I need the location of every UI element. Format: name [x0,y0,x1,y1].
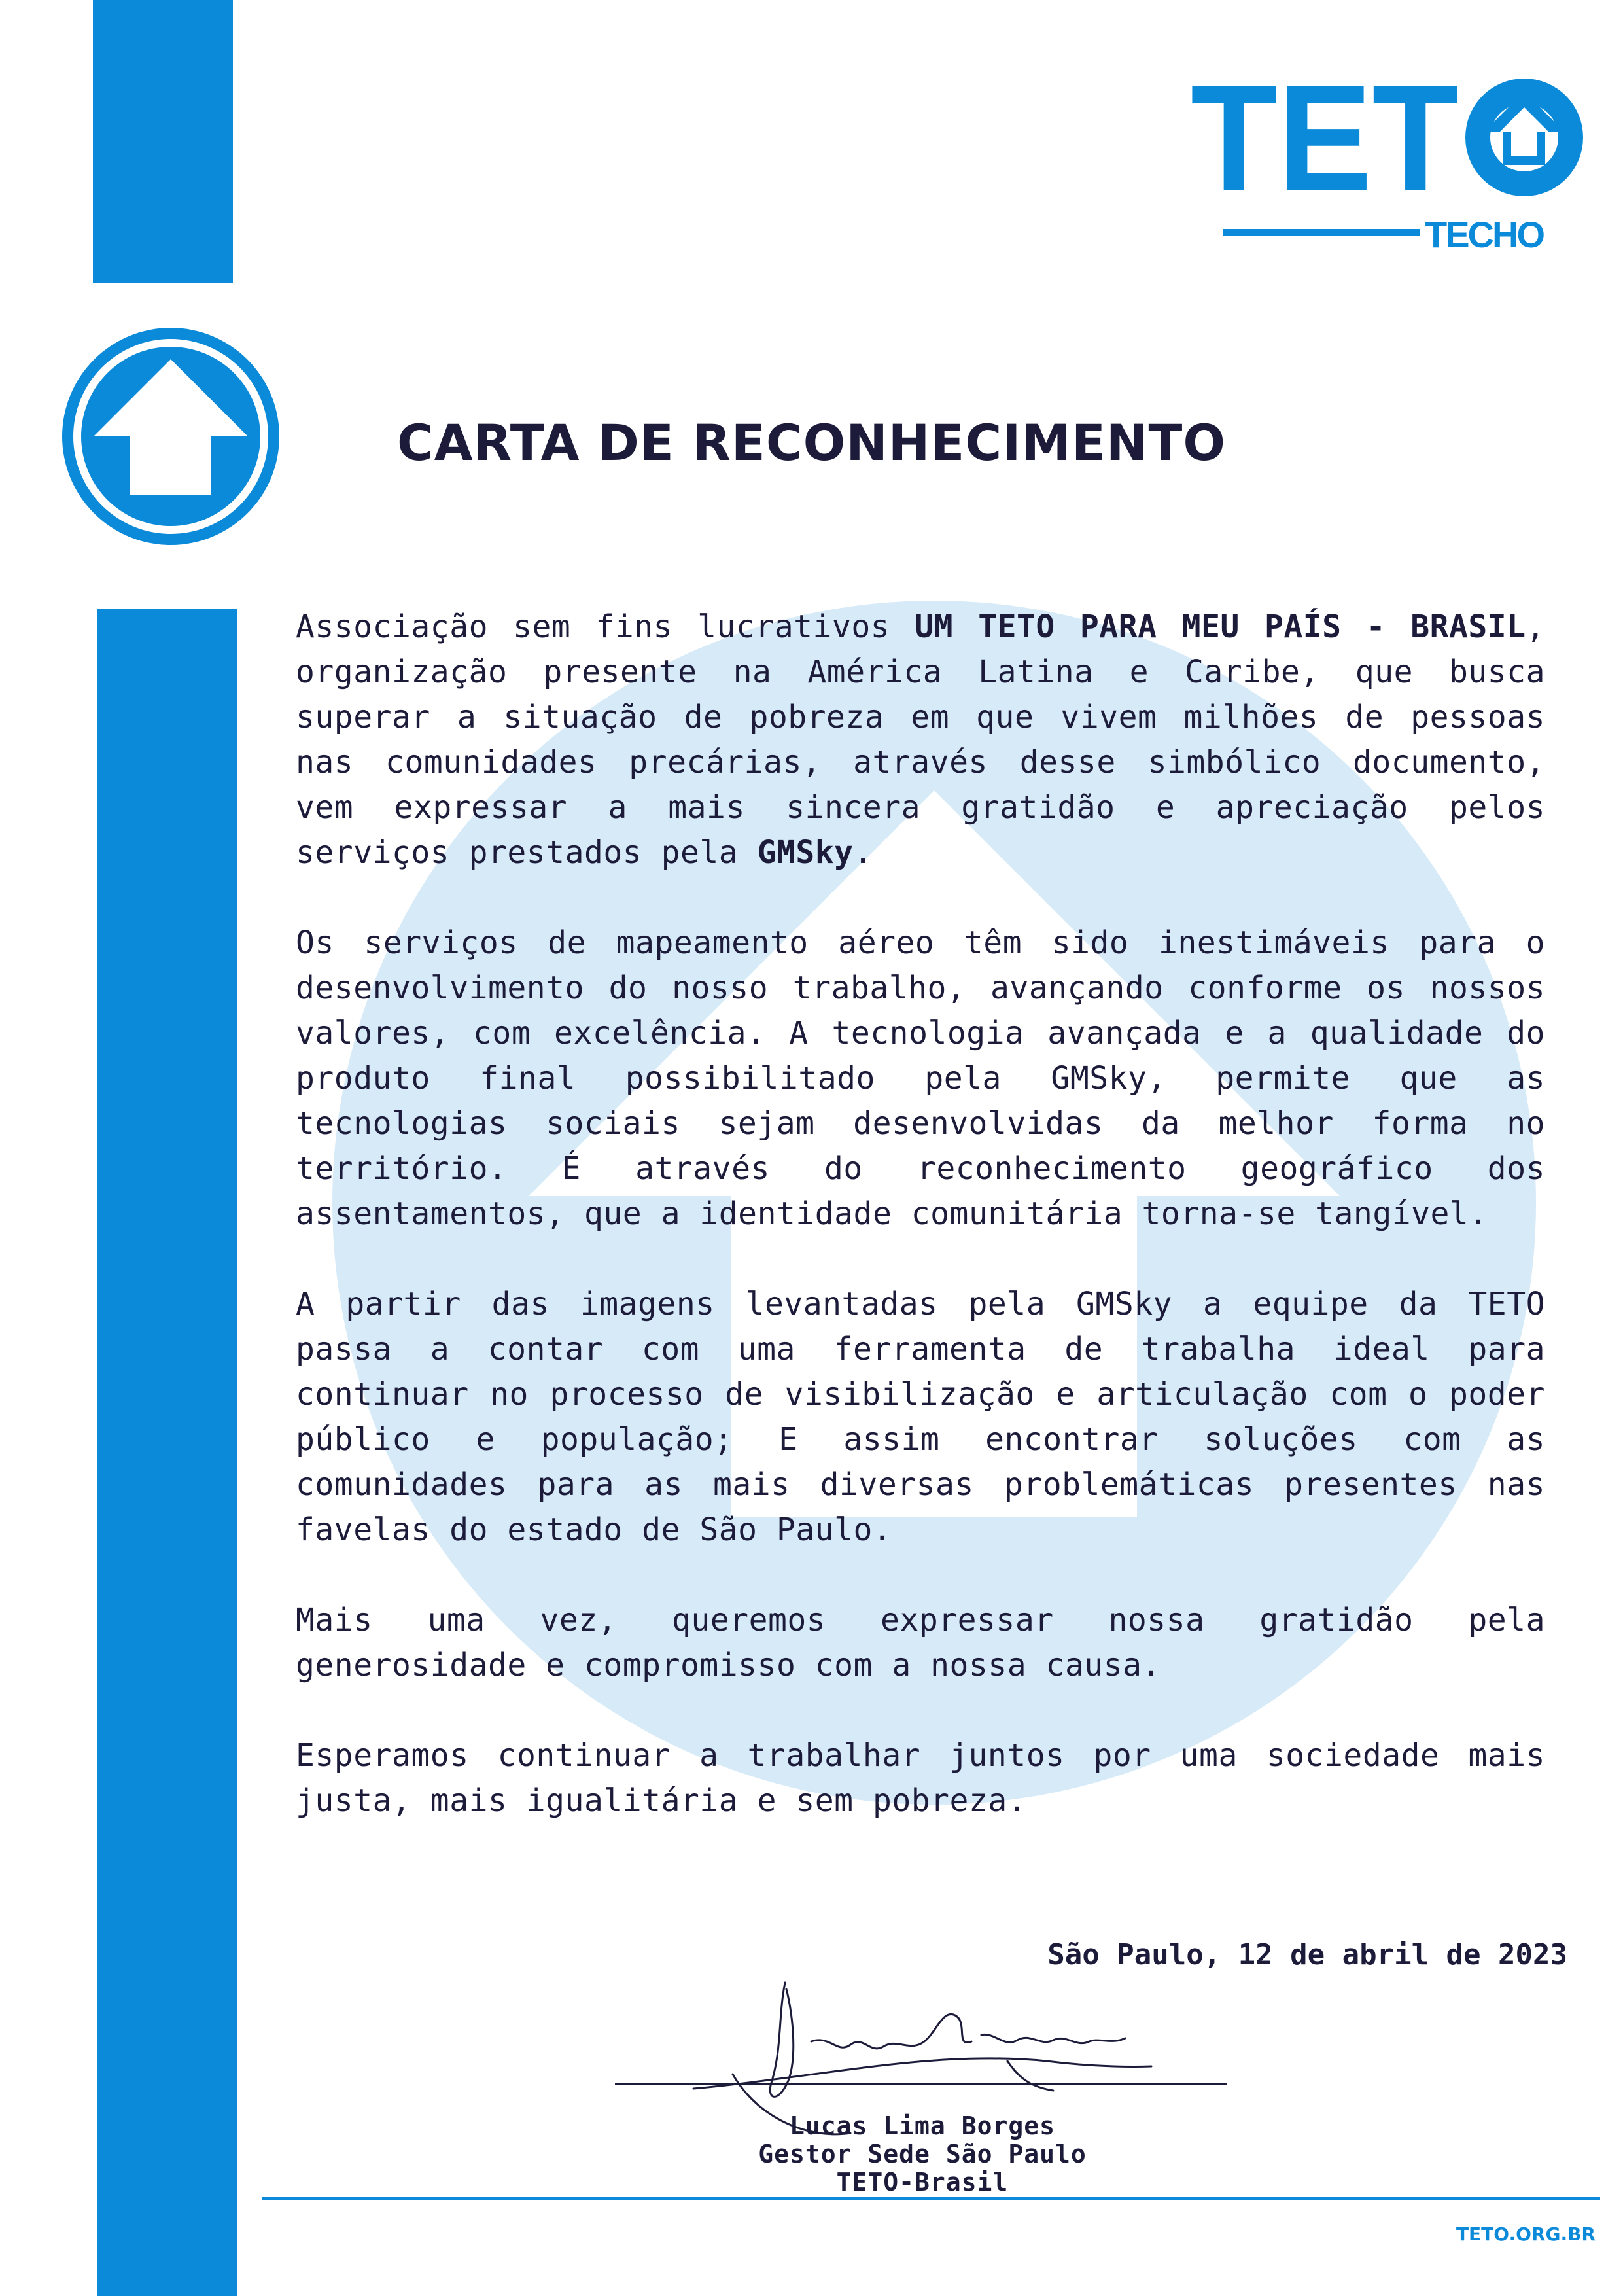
paragraph-3: A partir das imagens levantadas pela GMSky a equipe da TETO passa a contar com uma ferramenta de trabalha ideal para continuar no processo de visibilização e articulação com o poder público e população; E assim encontrar soluções com as comunidades para as mais diversas problemáticas presentes nas favelas do estado de São Paulo. [296,1286,1545,1548]
p1-middle: , organização presente na América Latina e Caribe, que busca superar a situação de pobreza em que vivem milhões de pessoas nas comunidades precárias, através desse simbólico documento, vem expressar a mais sincera gratidão e apreciação pelos serviços prestados pela [296,609,1545,871]
company-name: GMSky [757,834,854,871]
paragraph-4: Mais uma vez, queremos expressar nossa gratidão pela generosidade e compromisso com a nossa causa. [296,1602,1545,1684]
page-title: CARTA DE RECONHECIMENTO [397,414,1226,472]
signer-role: Gestor Sede São Paulo [758,2140,1087,2168]
footer-divider [262,2197,1600,2200]
left-top-bar [93,0,233,283]
signer-block [661,2112,1184,2197]
signer-org: TETO-Brasil [836,2168,1009,2197]
paragraph-2: Os serviços de mapeamento aéreo têm sido inestimáveis para o desenvolvimento do nosso trabalho, avançando conforme os nossos valores, com excelência. A tecnologia avançada e a qualidade do produto final possibilitado pela GMSky, permite que as tecnologias sociais sejam desenvolvidas da melhor forma no território. É através do reconhecimento geográfico dos assentamentos, que a identidade comunitária torna-se tangível. [296,925,1545,1232]
teto-logo [1191,52,1583,268]
date-line: São Paulo, 12 de abril de 2023 [1047,1938,1567,1971]
left-main-bar [97,609,237,2296]
logo-techo-text: TECHO [1425,214,1543,255]
svg-text:TET: TET [1191,54,1459,222]
p1-intro: Associação sem fins lucrativos [296,609,915,645]
footer-url: TETO.ORG.BR [1456,2223,1596,2245]
p1-end: . [853,834,873,871]
org-name: UM TETO PARA MEU PAÍS - BRASIL [915,609,1526,645]
signature-line [615,2083,1227,2085]
paragraph-5: Esperamos continuar a trabalhar juntos por uma sociedade mais justa, mais igualitária e sem pobreza. [296,1737,1545,1819]
paragraph-1 [296,605,1545,875]
signer-name: Lucas Lima Borges [790,2111,1055,2140]
letter-body [296,605,1545,1869]
